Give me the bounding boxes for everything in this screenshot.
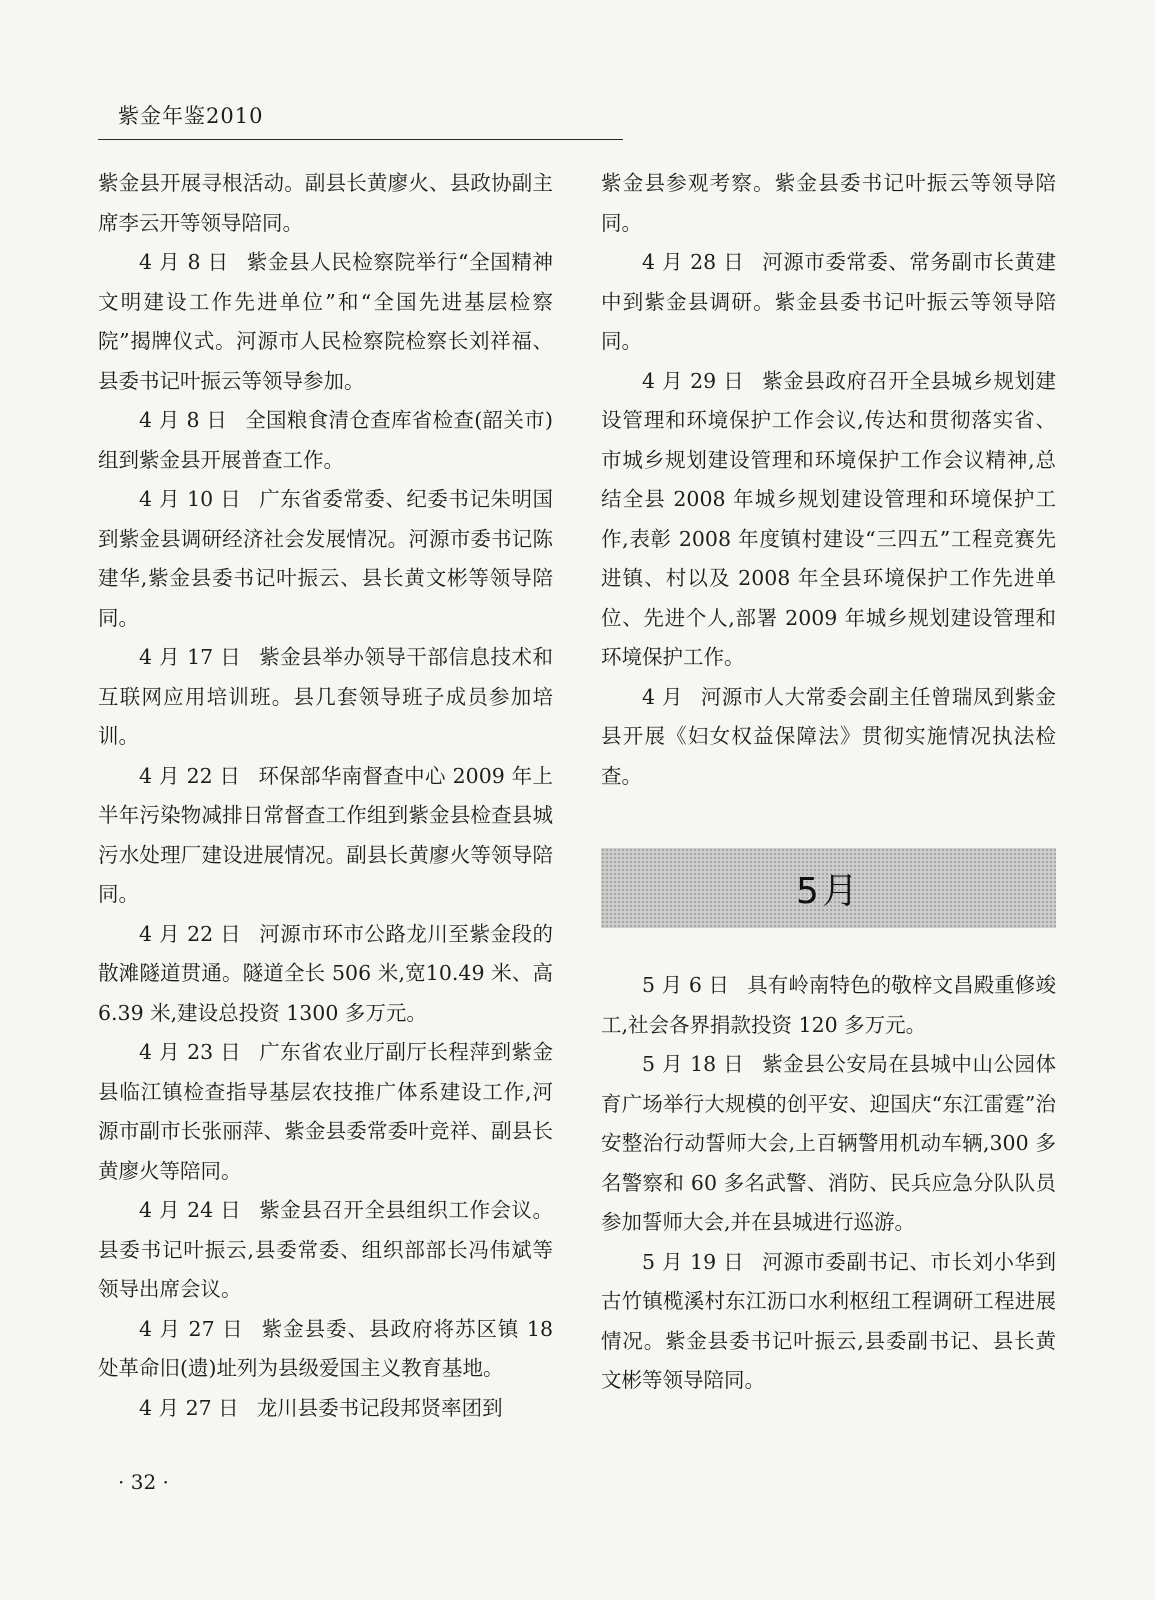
entry-date: 4 月 27 日: [139, 1316, 244, 1341]
entry-text: 河源市委常委、常务副市长黄建中到紫金县调研。紫金县委书记叶振云等领导陪同。: [601, 250, 1056, 353]
entry: [98, 1310, 553, 1389]
header-rule: [98, 139, 623, 140]
entry-date: 4 月 29 日: [642, 368, 745, 393]
entry-text: 龙川县委书记段邦贤率团到: [256, 1395, 503, 1420]
entry-date: 4 月 23 日: [139, 1040, 242, 1064]
entry-date: 4 月 10 日: [139, 487, 242, 511]
entry: [98, 480, 553, 638]
entry: [98, 638, 553, 757]
entry: [98, 1191, 553, 1310]
entry-date: 4 月 24 日: [139, 1198, 242, 1222]
entry: [601, 243, 1056, 362]
entry: [98, 401, 553, 480]
entry: [98, 915, 553, 1034]
entry-date: 4 月 27 日: [139, 1395, 239, 1420]
entry: [98, 1389, 553, 1429]
entry: [601, 362, 1056, 678]
entry-text: 全国粮食清仓查库省检查(韶关市)组到紫金县开展普查工作。: [98, 408, 553, 472]
entry: [601, 1045, 1056, 1243]
entry-text: 广东省农业厅副厅长程萍到紫金县临江镇检查指导基层农技推广体系建设工作,河源市副市长张丽萍、紫金县委常委叶竞祥、副县长黄廖火等陪同。: [98, 1040, 553, 1183]
month-banner: [601, 848, 1056, 928]
month-heading: 5月: [796, 870, 861, 912]
left-column: [98, 164, 553, 1428]
entry-date: 4 月 22 日: [139, 921, 242, 946]
entry-date: 5 月 18 日: [642, 1052, 745, 1076]
entry-date: 4 月 28 日: [642, 250, 745, 274]
entry-text: 紫金县人民检察院举行“全国精神文明建设工作先进单位”和“全国先进基层检察院”揭牌仪式。河源市人民检察院检察长刘祥福、县委书记叶振云等领导参加。: [98, 250, 553, 393]
right-column: [601, 164, 1056, 1401]
entry-date: 5 月 19 日: [642, 1249, 745, 1274]
entry-text: 具有岭南特色的敬梓文昌殿重修竣工,社会各界捐款投资 120 多万元。: [601, 973, 1056, 1037]
entry: [601, 966, 1056, 1045]
running-title: 紫金年鉴2010: [118, 104, 264, 128]
entry-date: 4 月: [642, 684, 683, 709]
entry-text: 河源市人大常委会副主任曾瑞凤到紫金县开展《妇女权益保障法》贯彻实施情况执法检查。: [601, 684, 1057, 788]
entry-date: 4 月 8 日: [139, 408, 228, 432]
entry: [601, 1243, 1056, 1401]
entry: [98, 243, 553, 401]
entry: [98, 757, 553, 915]
entry-text: 紫金县公安局在县城中山公园体育广场举行大规模的创平安、迎国庆“东江雷霆”治安整治行动誓师大会,上百辆警用机动车辆,300 多名警察和 60 多名武警、消防、民兵应急分队队员参加誓师大会,并在县城进行巡游。: [601, 1052, 1056, 1234]
entry-text: 紫金县委、县政府将苏区镇 18 处革命旧(遗)址列为县级爱国主义教育基地。: [98, 1316, 553, 1380]
entry-date: 4 月 8 日: [139, 250, 229, 274]
entry-date: 5 月 6 日: [642, 973, 730, 997]
entry-text: 河源市环市公路龙川至紫金段的散滩隧道贯通。隧道全长 506 米,宽10.49 米、高 6.39 米,建设总投资 1300 多万元。: [98, 921, 553, 1025]
entry-date: 4 月 17 日: [139, 645, 242, 669]
entry-text: 河源市委副书记、市长刘小华到古竹镇榄溪村东江沥口水利枢纽工程调研工程进展情况。紫金县委书记叶振云,县委副书记、县长黄文彬等领导陪同。: [601, 1249, 1056, 1392]
entry: [601, 678, 1056, 797]
entry-text: 紫金县召开全县组织工作会议。县委书记叶振云,县委常委、组织部部长冯伟斌等领导出席会议。: [98, 1198, 553, 1301]
continuation-paragraph: 紫金县开展寻根活动。副县长黄廖火、县政协副主席李云开等领导陪同。: [98, 171, 553, 235]
entry-text: 紫金县举办领导干部信息技术和互联网应用培训班。县几套领导班子成员参加培训。: [98, 645, 553, 748]
entry-text: 紫金县政府召开全县城乡规划建设管理和环境保护工作会议,传达和贯彻落实省、市城乡规划建设管理和环境保护工作会议精神,总结全县 2008 年城乡规划建设管理和环境保护工作,表彰 2008 年度镇村建设“三四五”工程竞赛先进镇、村以及 2008 年全县环境保护工作先进单位、先进个人,部署 2009 年城乡规划建设管理和环境保护工作。: [601, 368, 1056, 669]
continuation-paragraph: 紫金县参观考察。紫金县委书记叶振云等领导陪同。: [601, 171, 1056, 235]
entry-date: 4 月 22 日: [139, 763, 241, 788]
page-number: · 32 ·: [118, 1470, 169, 1494]
entry: [98, 1033, 553, 1191]
entry-text: 广东省委常委、纪委书记朱明国到紫金县调研经济社会发展情况。河源市委书记陈建华,紫金县委书记叶振云、县长黄文彬等领导陪同。: [98, 487, 553, 630]
entry-text: 环保部华南督查中心 2009 年上半年污染物减排日常督查工作组到紫金县检查县城污水处理厂建设进展情况。副县长黄廖火等领导陪同。: [98, 763, 553, 906]
